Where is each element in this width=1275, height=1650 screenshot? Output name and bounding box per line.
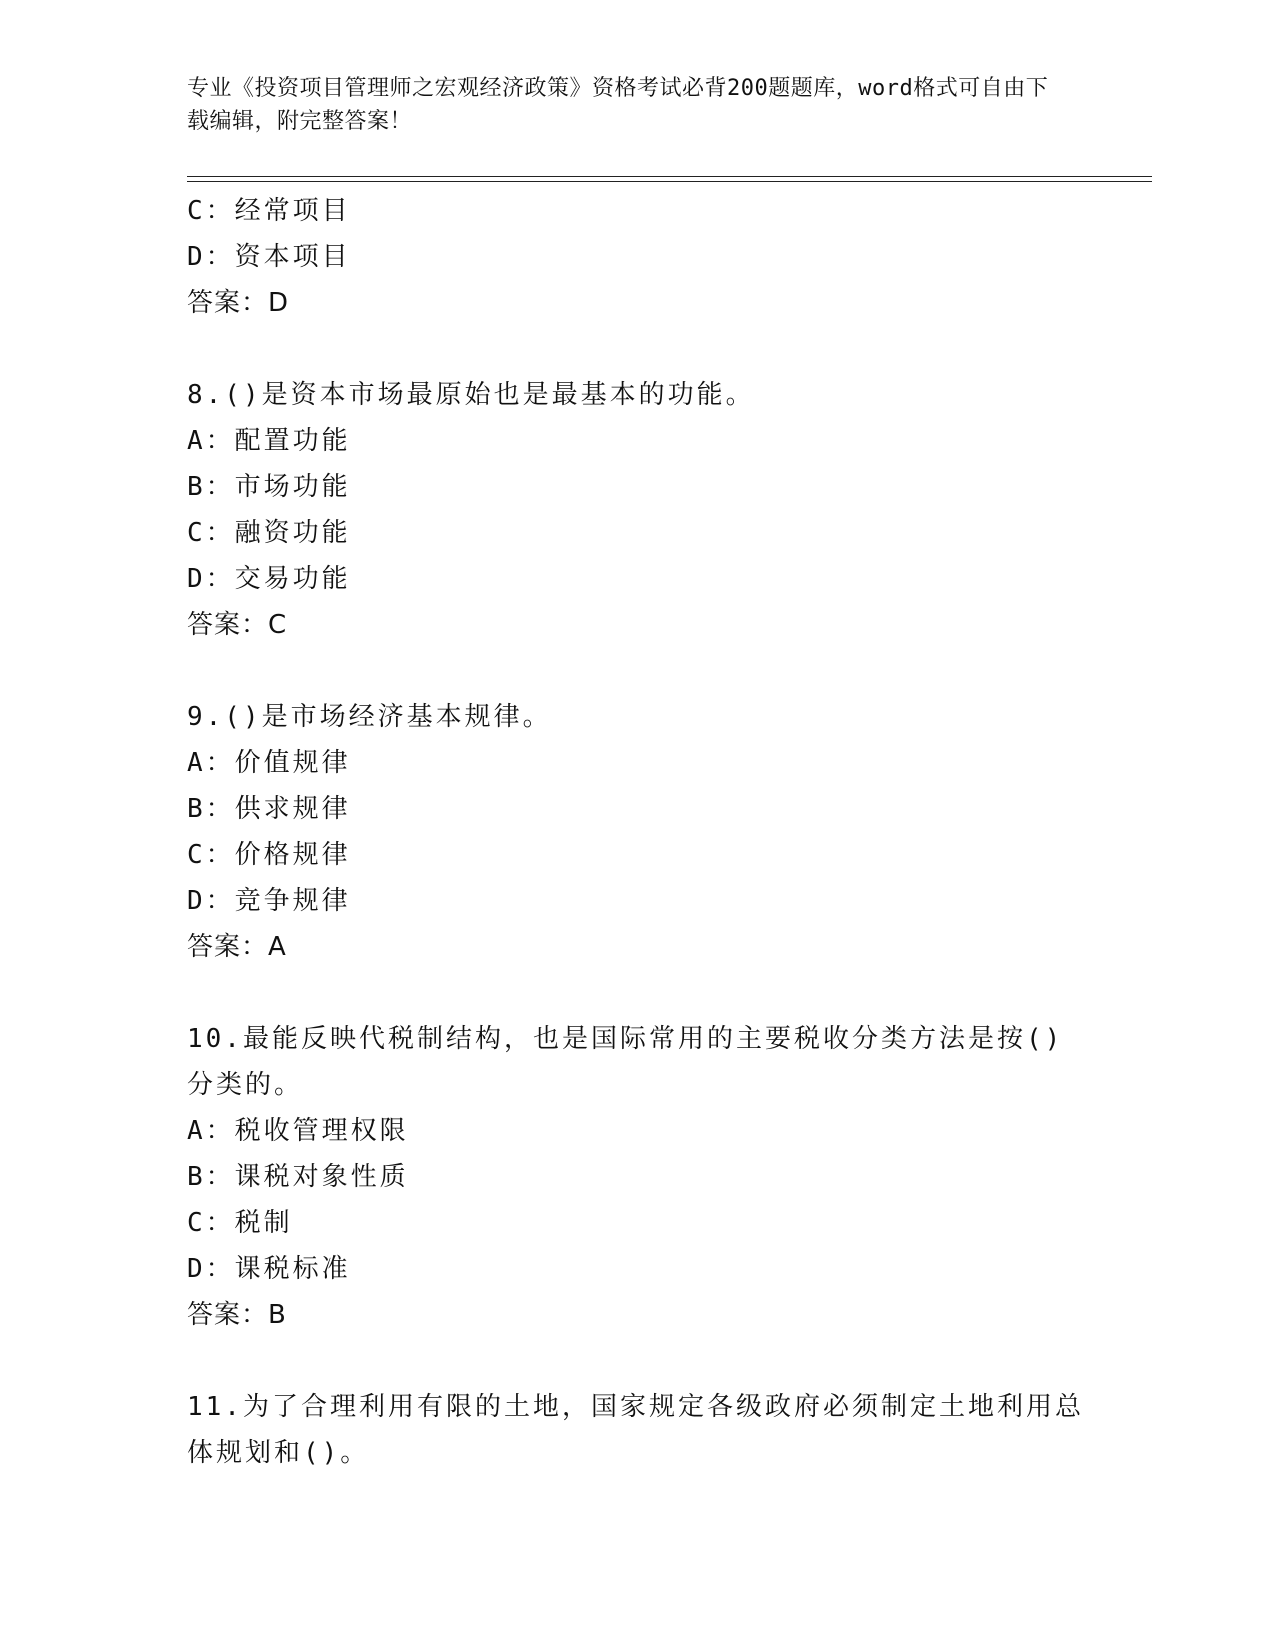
- option-d: D：竞争规律: [187, 886, 351, 916]
- spacer: [187, 1338, 1087, 1384]
- spacer: [187, 970, 1087, 1016]
- question-11-text: 11.为了合理利用有限的土地，国家规定各级政府必须制定土地利用总体规划和()。: [187, 1392, 1084, 1468]
- header-divider-bottom: [187, 181, 1152, 182]
- spacer: [187, 326, 1087, 372]
- answer: 答案：C: [187, 610, 288, 640]
- document-header: 专业《投资项目管理师之宏观经济政策》资格考试必背200题题库，word格式可自由下载编辑，附完整答案！: [187, 76, 1049, 134]
- option-d: D：交易功能: [187, 564, 351, 594]
- option-b: B：课税对象性质: [187, 1162, 409, 1192]
- question-10-text: 10.最能反映代税制结构，也是国际常用的主要税收分类方法是按()分类的。: [187, 1024, 1064, 1100]
- option-c: C：融资功能: [187, 518, 351, 548]
- option-c: C：价格规律: [187, 840, 351, 870]
- option-b: B：市场功能: [187, 472, 351, 502]
- option-a: A：配置功能: [187, 426, 351, 456]
- option-a: A：价值规律: [187, 748, 351, 778]
- answer: 答案：B: [187, 1300, 287, 1330]
- answer: 答案：A: [187, 932, 287, 962]
- option-c: C：税制: [187, 1208, 293, 1238]
- option-d: D：资本项目: [187, 242, 351, 272]
- question-list: [187, 188, 1087, 1476]
- option-a: A：税收管理权限: [187, 1116, 409, 1146]
- question-9-text: 9.()是市场经济基本规律。: [187, 702, 552, 732]
- header-divider-top: [187, 176, 1152, 177]
- option-d: D：课税标准: [187, 1254, 351, 1284]
- answer: 答案：D: [187, 288, 290, 318]
- question-8-text: 8.()是资本市场最原始也是最基本的功能。: [187, 380, 755, 410]
- option-b: B：供求规律: [187, 794, 351, 824]
- option-c: C：经常项目: [187, 196, 351, 226]
- spacer: [187, 648, 1087, 694]
